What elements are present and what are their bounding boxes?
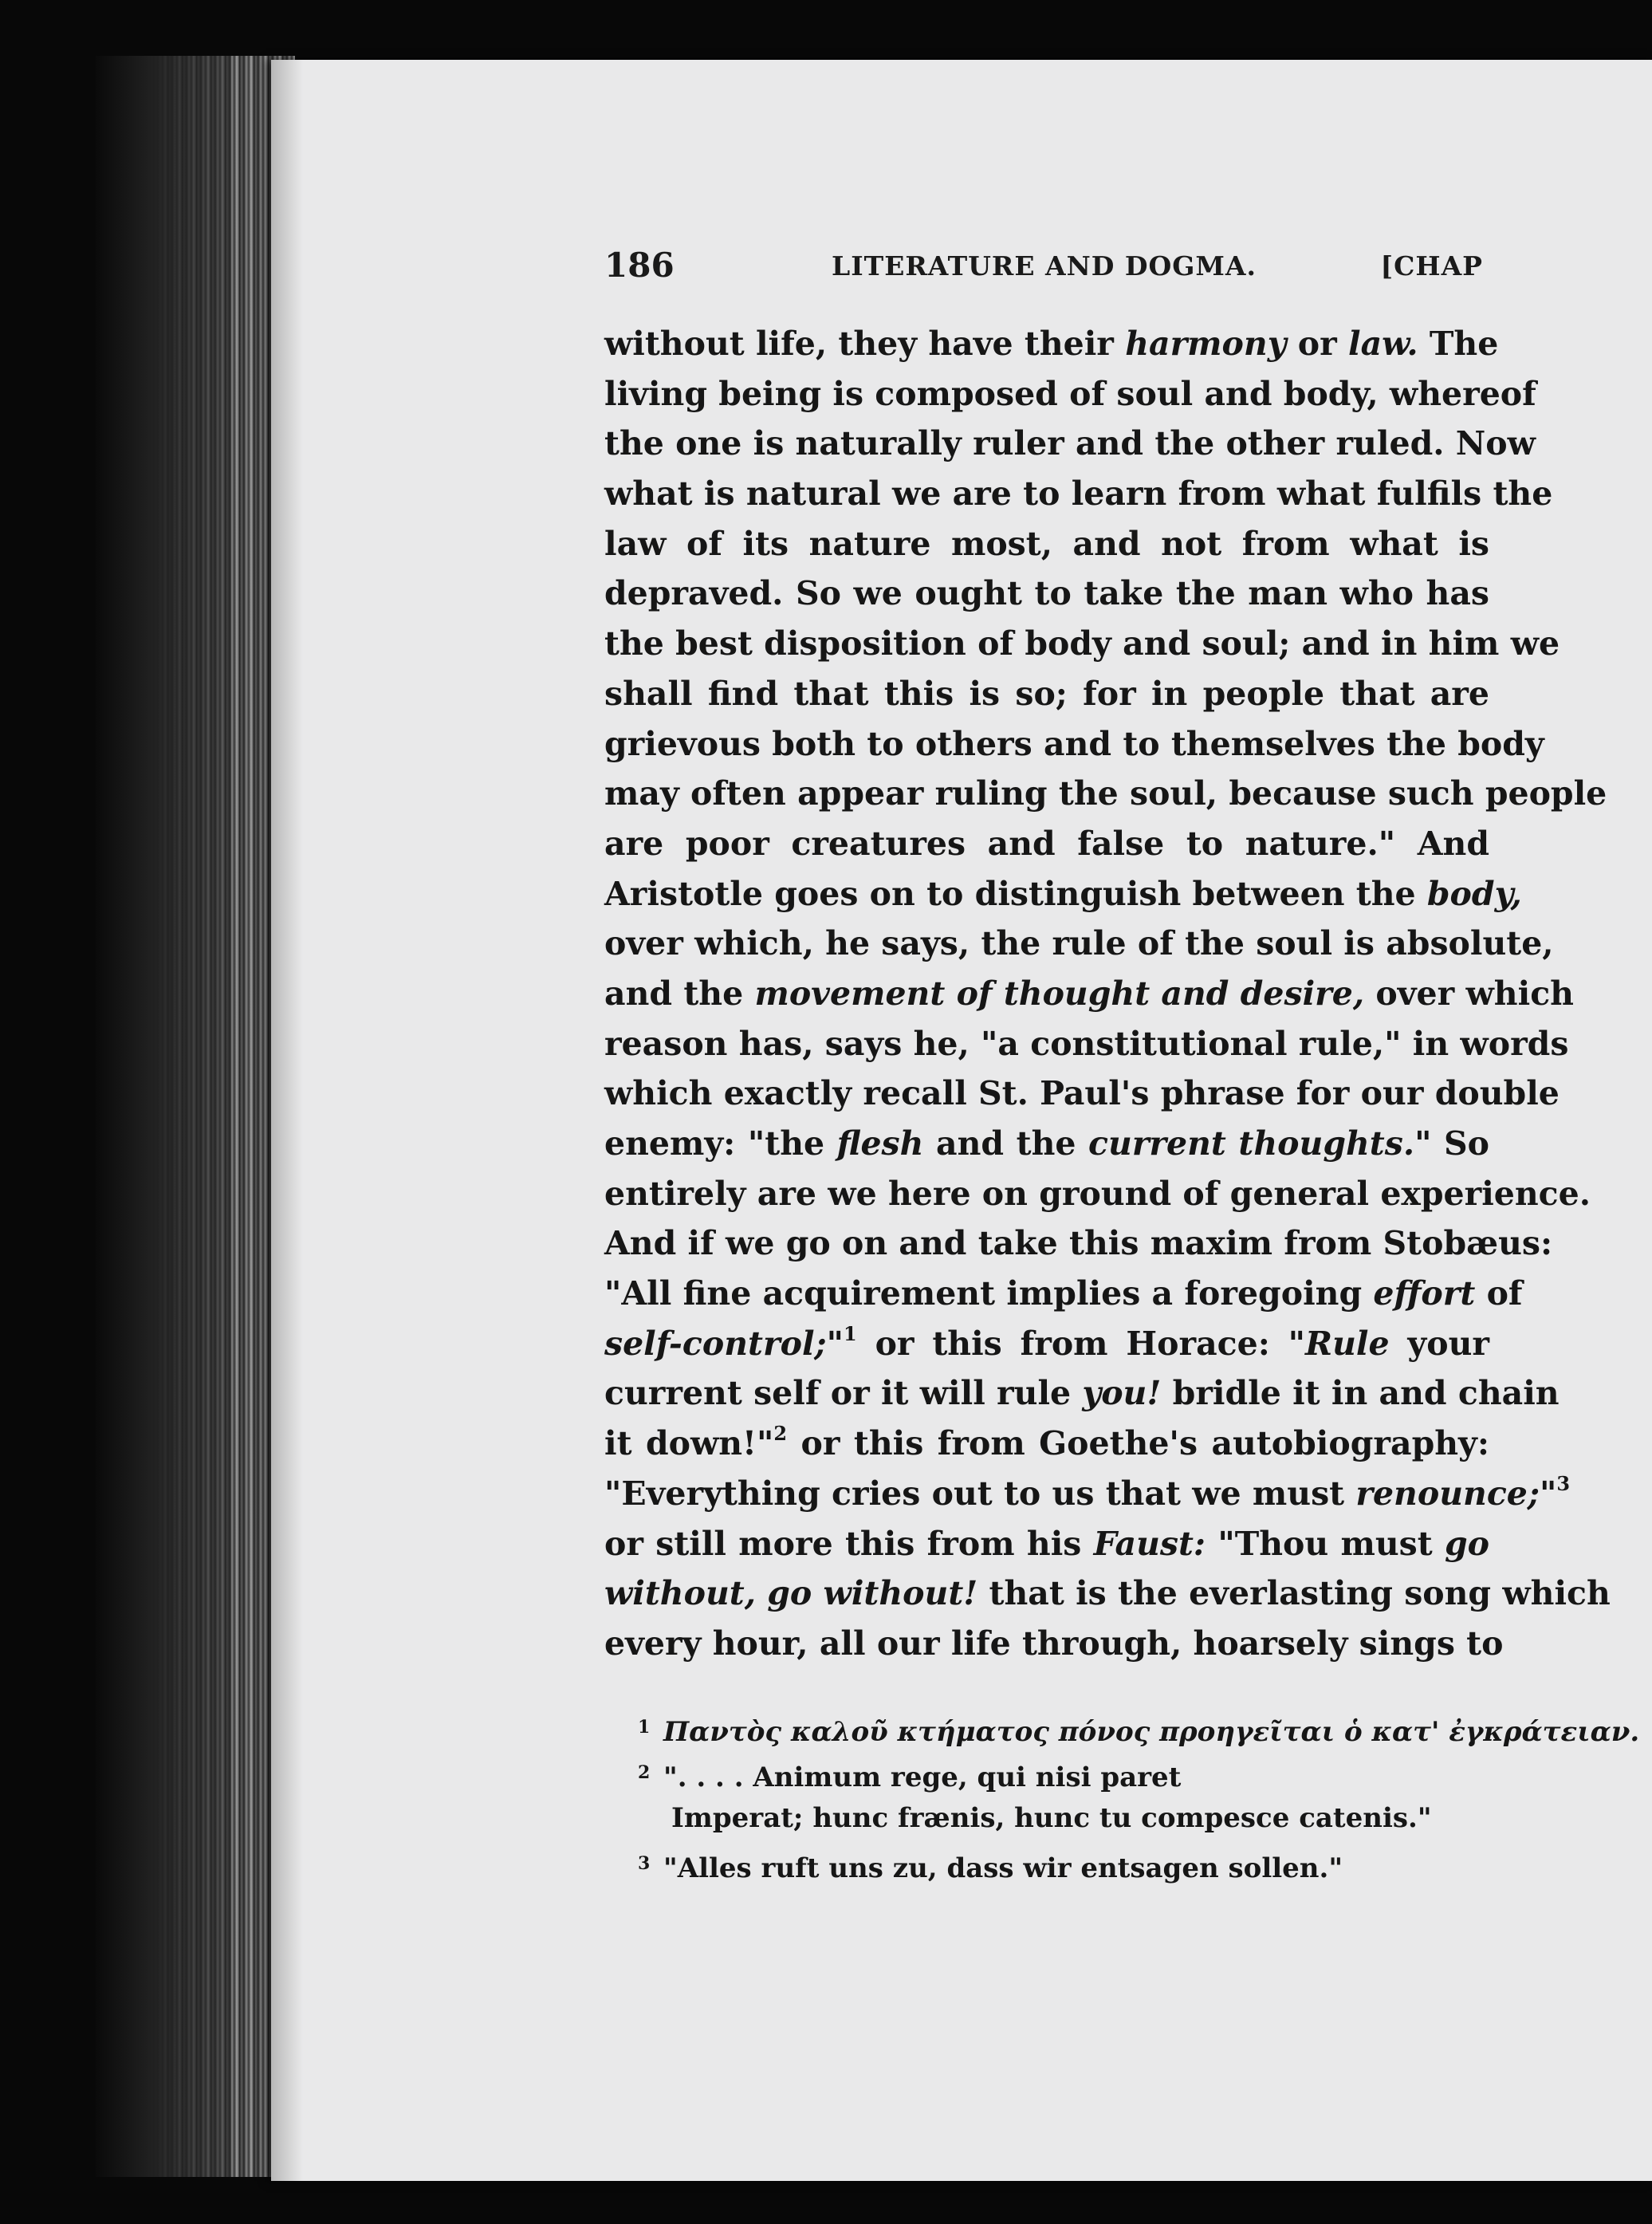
running-header [604,246,1483,287]
text-run: reason has, says he, "a constitutional rule," in words [604,1024,1569,1063]
footnotes [638,1705,1640,1887]
chapter-mark: [CHAP [1380,250,1483,281]
text-line [604,1069,1560,1119]
text-line [604,519,1489,569]
footnote [638,1705,1640,1750]
text-line [604,819,1489,869]
text-run: or still more this from his [604,1524,1094,1563]
footnote-mark: 1 [638,1717,651,1738]
text-run: the best disposition of body and soul; and in him we [604,624,1560,663]
footnote-ref: 2 [773,1422,788,1446]
text-run: " [826,1324,844,1363]
page-gutter-shade [271,60,303,2181]
text-run: entirely are we here on ground of general experience. [604,1174,1591,1213]
footnote [638,1841,1475,1887]
text-line [604,1019,1569,1069]
text-line [604,619,1560,669]
text-line [604,369,1536,419]
italic-text: movement of thought and desire, [754,974,1365,1013]
text-line [604,319,1499,369]
footnote [638,1796,1475,1841]
text-run: and the [604,974,755,1013]
italic-text: go [1444,1524,1489,1563]
text-line [604,1469,1571,1519]
footnote-text: Imperat; hunc frænis, hunc tu compesce catenis." [671,1802,1432,1834]
running-title: LITERATURE AND DOGMA. [832,250,1257,281]
text-line [604,669,1489,719]
italic-text: you! [1082,1374,1162,1413]
italic-text: Rule [1305,1324,1390,1363]
text-run: are poor creatures and false to nature." And [604,824,1489,863]
text-run: shall find that this is so; for in people that are [604,674,1489,713]
text-run: grievous both to others and to themselves the body [604,724,1544,763]
text-line [604,719,1544,770]
page-number: 186 [604,246,675,285]
text-run: depraved. So we ought to take the man who has [604,574,1489,613]
footnote-text: ". . . . Animum rege, qui nisi paret [663,1761,1182,1793]
text-run: The [1418,325,1499,363]
italic-text: body, [1426,874,1522,913]
text-run: every hour, all our life through, hoarsely sings to [604,1624,1504,1663]
text-run: bridle it in and chain [1161,1374,1560,1413]
italic-text: renounce; [1355,1474,1540,1513]
italic-text: flesh [836,1124,924,1163]
text-run: may often appear ruling the soul, because such people [604,774,1607,813]
text-run: the one is naturally ruler and the other ruled. Now [604,424,1536,463]
italic-text: self-control; [604,1324,827,1363]
text-run: current self or it will rule [604,1374,1083,1413]
text-run: what is natural we are to learn from what fulfils the [604,474,1553,514]
book-spine-shadow [96,56,231,2177]
text-run: living being is composed of soul and body, whereof [604,374,1536,413]
italic-text: law. [1348,325,1418,363]
italic-text: without, go without! [604,1574,978,1613]
text-run: " [1540,1474,1557,1513]
text-line [604,1368,1560,1419]
text-run: that is the everlasting song which [977,1574,1611,1613]
footnote-mark: 2 [638,1762,651,1783]
text-run: "All fine acquirement implies a foregoing [604,1274,1374,1313]
body-text [604,319,1611,1669]
text-run: law of its nature most, and not from what is [604,524,1489,563]
text-run: enemy: "the [604,1124,837,1163]
text-run: which exactly recall St. Paul's phrase for our double [604,1074,1560,1113]
text-run: " So [1414,1124,1489,1163]
text-line [604,1569,1611,1619]
text-line [604,769,1607,819]
text-run: of [1475,1274,1523,1313]
footnote-mark: 3 [638,1853,651,1874]
text-run: Aristotle goes on to distinguish between the [604,874,1427,913]
text-line [604,1269,1523,1319]
text-line [604,969,1574,1019]
footnote-text: Παντὸς καλοῦ κτήματος πόνος προηγεῖται ὁ κατ' ἐγκράτειαν. [663,1716,1640,1748]
italic-text: current thoughts. [1088,1124,1415,1163]
footnote-text: "Alles ruft uns zu, dass wir entsagen sollen." [663,1852,1343,1884]
footnote-ref: 1 [844,1321,857,1345]
text-line [604,1519,1489,1569]
italic-text: harmony [1125,325,1287,363]
footnote [638,1750,1475,1796]
text-run: over which, he says, the rule of the soul is absolute, [604,924,1554,963]
text-run: "Thou must [1206,1524,1445,1563]
text-run: without life, they have their [604,325,1126,363]
text-run: your [1389,1324,1489,1363]
text-run: And if we go on and take this maxim from Stobæus: [604,1224,1553,1263]
text-line [604,569,1489,619]
text-line [604,919,1554,969]
italic-text: Faust: [1093,1524,1206,1563]
text-line [604,419,1536,469]
text-run: and the [923,1124,1089,1163]
text-line [604,1119,1489,1169]
italic-text: effort [1373,1274,1476,1313]
text-line [604,1218,1553,1269]
text-line [604,1619,1504,1669]
text-run: or [1286,325,1349,363]
text-run: or this from Goethe's autobiography: [787,1424,1490,1463]
text-run: or this from Horace: " [856,1324,1306,1363]
text-run: over which [1364,974,1574,1013]
footnote-ref: 3 [1556,1471,1571,1495]
text-run: it down!" [604,1424,774,1463]
text-line [604,1319,1489,1369]
text-run: "Everything cries out to us that we must [604,1474,1356,1513]
text-line [604,1169,1591,1219]
text-line [604,469,1553,519]
text-line [604,869,1522,919]
text-line [604,1419,1489,1469]
